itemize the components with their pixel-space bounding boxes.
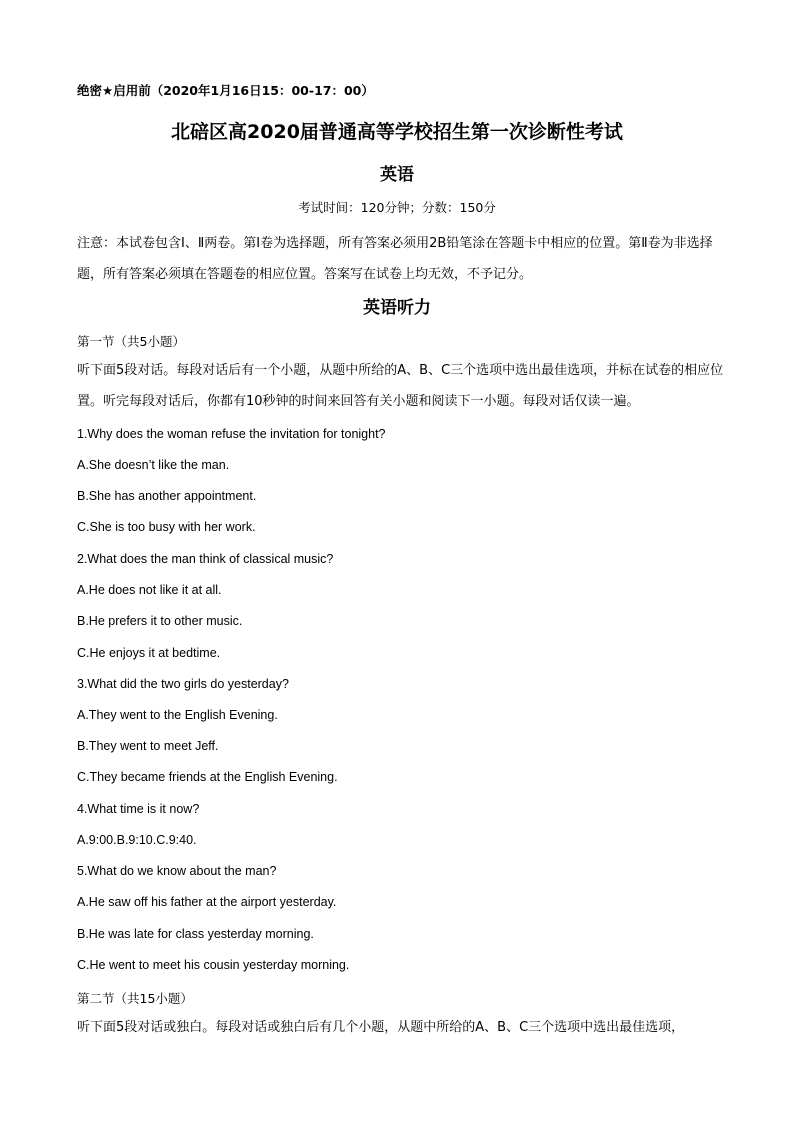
exam-notice: 注意：本试卷包含Ⅰ、Ⅱ两卷。第Ⅰ卷为选择题，所有答案必须用2B铅笔涂在答题卡中相应的位置。第Ⅱ卷为非选择题，所有答案必须填在答题卷的相应位置。答案写在试卷上均无效，不予记分。 (77, 236, 713, 282)
part1-instructions: 听下面5段对话。每段对话后有一个小题，从题中所给的A、B、C三个选项中选出最佳选项，并标在试卷的相应位置。听完每段对话后，你都有10秒钟的时间来回答有关小题和阅读下一小题。每段对话仅读一遍。 (77, 363, 724, 409)
option-line: A.They went to the English Evening. (77, 708, 278, 722)
option-line: B.She has another appointment. (77, 489, 257, 503)
subject-heading: 英语 (380, 165, 414, 185)
option-line: C.She is too busy with her work. (77, 520, 256, 534)
section-title: 英语听力 (363, 298, 431, 318)
question-line: 4.What time is it now? (77, 802, 200, 816)
option-line: A.He saw off his father at the airport yesterday. (77, 895, 337, 909)
part2-instructions: 听下面5段对话或独白。每段对话或独白后有几个小题，从题中所给的A、B、C三个选项中选出最佳选项， (77, 1020, 685, 1035)
time-and-score-info: 考试时间：120分钟；分数：150分 (298, 200, 496, 215)
confidential-label: 绝密★启用前（2020年1月16日15：00-17：00） (77, 83, 374, 98)
question-line: 5.What do we know about the man? (77, 864, 277, 878)
exam-title: 北碚区高2020届普通高等学校招生第一次诊断性考试 (171, 121, 623, 143)
question-line: 2.What does the man think of classical music? (77, 552, 334, 566)
option-line: C.He enjoys it at bedtime. (77, 646, 221, 660)
option-line: C.He went to meet his cousin yesterday morning. (77, 958, 350, 972)
question-line: 1.Why does the woman refuse the invitation for tonight? (77, 427, 386, 441)
part2-heading: 第二节（共15小题） (77, 991, 193, 1006)
question-line: 3.What did the two girls do yesterday? (77, 677, 289, 691)
option-line: A.9:00.B.9:10.C.9:40. (77, 833, 197, 847)
part1-heading: 第一节（共5小题） (77, 334, 185, 349)
option-line: B.He prefers it to other music. (77, 614, 243, 628)
option-line: B.He was late for class yesterday morning. (77, 927, 314, 941)
option-line: B.They went to meet Jeff. (77, 739, 219, 753)
option-line: A.He does not like it at all. (77, 583, 222, 597)
option-line: A.She doesn’t like the man. (77, 458, 230, 472)
option-line: C.They became friends at the English Evening. (77, 770, 338, 784)
